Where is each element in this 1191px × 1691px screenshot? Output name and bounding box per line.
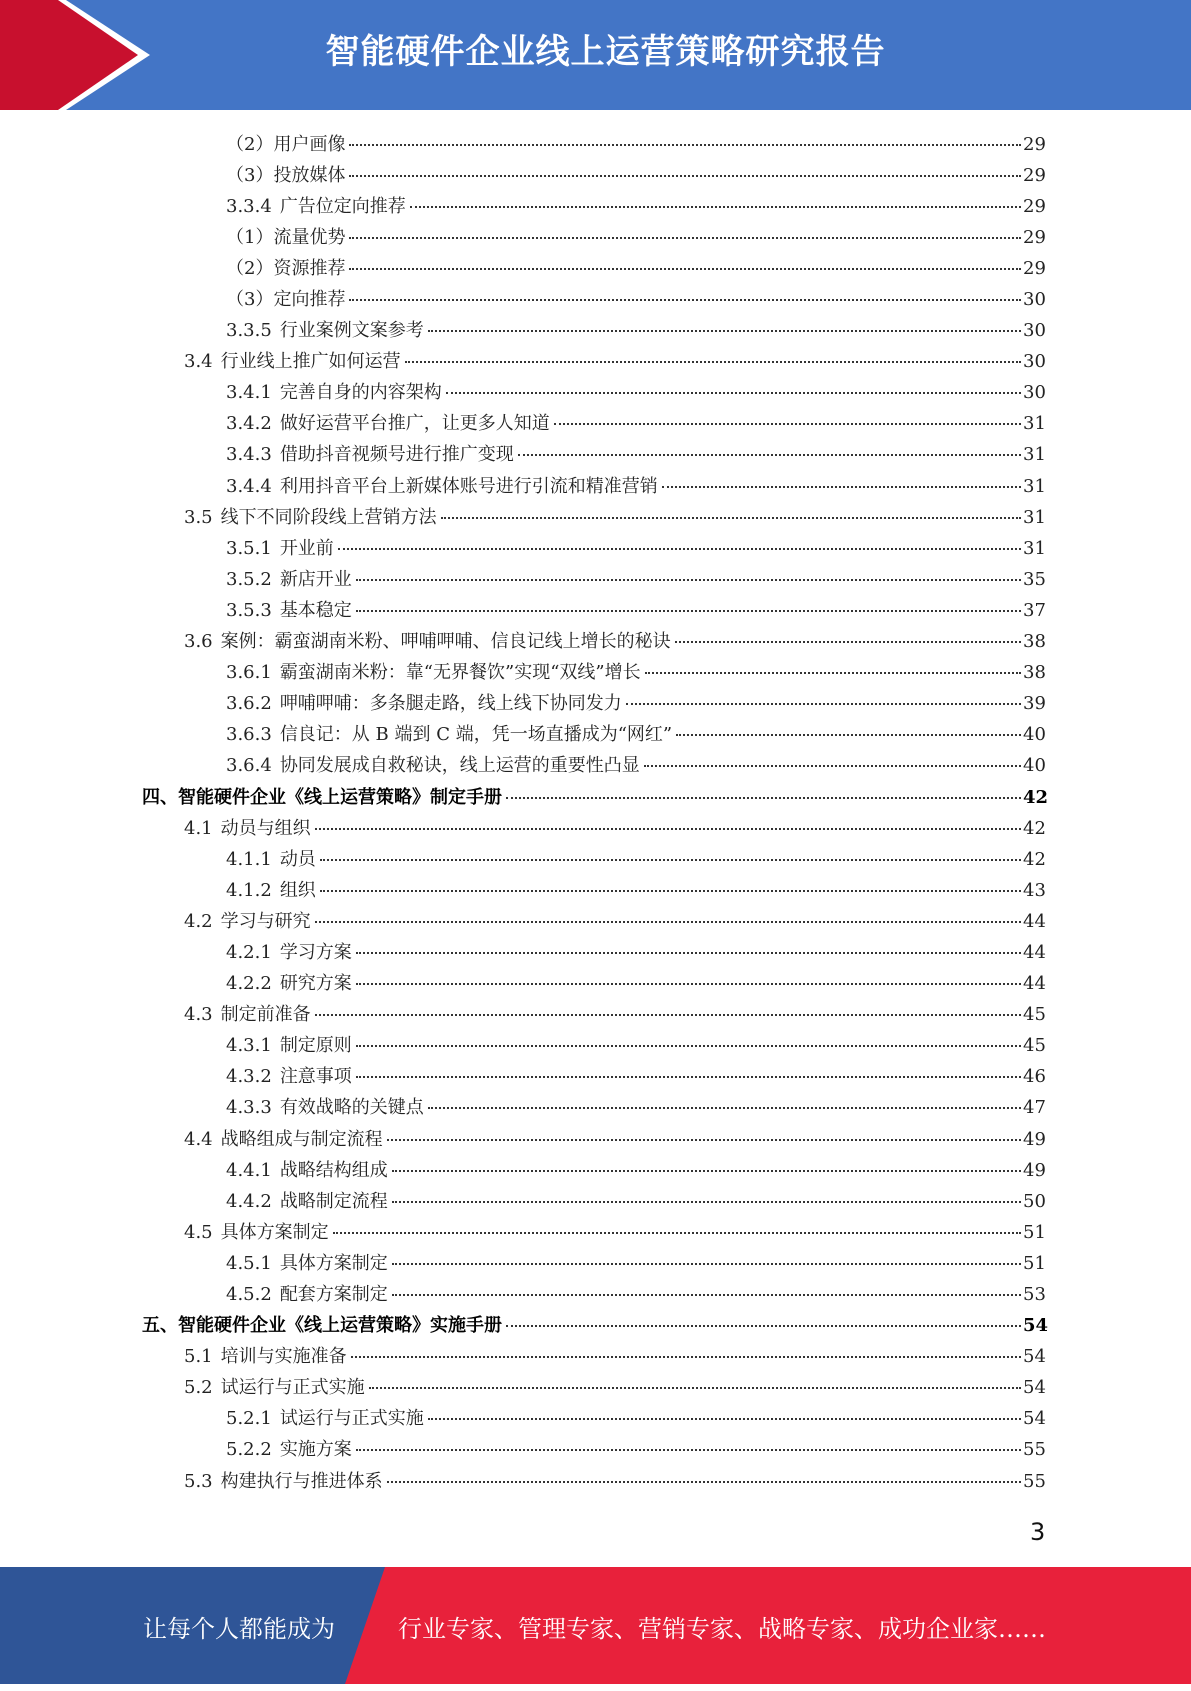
toc-leader-dots bbox=[392, 1263, 1021, 1265]
toc-entry-page: 49 bbox=[1023, 1159, 1046, 1181]
toc-leader-dots bbox=[644, 765, 1021, 767]
toc-leader-dots bbox=[338, 548, 1021, 550]
toc-entry-page: 45 bbox=[1023, 1035, 1046, 1057]
toc-entry-number: 3.3.5 bbox=[226, 320, 272, 342]
toc-entry-number: 4.5 bbox=[184, 1221, 213, 1243]
toc-entry-title: 做好运营平台推广，让更多人知道 bbox=[279, 413, 550, 435]
toc-entry-page: 49 bbox=[1023, 1128, 1046, 1150]
toc-entry[interactable] bbox=[0, 998, 1191, 1029]
toc-entry[interactable] bbox=[0, 500, 1191, 531]
toc-entry[interactable] bbox=[0, 656, 1191, 687]
toc-entry-title: 基本稳定 bbox=[279, 599, 352, 621]
toc-entry-number: 3.4.1 bbox=[226, 382, 272, 404]
toc-leader-dots bbox=[392, 1201, 1021, 1203]
toc-leader-dots bbox=[356, 1076, 1021, 1078]
toc-entry-number: 3.6.1 bbox=[226, 662, 272, 684]
toc-entry-page: 55 bbox=[1023, 1470, 1046, 1492]
toc-entry-number: 5.3 bbox=[184, 1470, 213, 1492]
toc-entry[interactable] bbox=[0, 873, 1191, 904]
toc-entry[interactable] bbox=[0, 282, 1191, 313]
toc-entry-title: 研究方案 bbox=[279, 973, 352, 995]
toc-entry-page: 38 bbox=[1023, 662, 1046, 684]
toc-leader-dots bbox=[387, 1481, 1021, 1483]
toc-entry[interactable] bbox=[0, 625, 1191, 656]
toc-entry-title: （3）定向推荐 bbox=[226, 289, 346, 311]
toc-entry[interactable] bbox=[0, 158, 1191, 189]
toc-entry[interactable] bbox=[0, 1309, 1191, 1340]
toc-entry-title: 线下不同阶段线上营销方法 bbox=[220, 506, 437, 528]
toc-leader-dots bbox=[356, 1045, 1021, 1047]
toc-leader-dots bbox=[351, 1356, 1021, 1358]
toc-entry-page: 29 bbox=[1023, 133, 1046, 155]
toc-entry[interactable] bbox=[0, 687, 1191, 718]
toc-entry-title: 制定前准备 bbox=[220, 1004, 311, 1026]
toc-entry[interactable] bbox=[0, 1060, 1191, 1091]
toc-entry-title: 战略结构组成 bbox=[279, 1159, 388, 1181]
toc-entry-number: 4.1.2 bbox=[226, 879, 272, 901]
toc-entry-title: （3）投放媒体 bbox=[226, 164, 346, 186]
toc-entry-page: 29 bbox=[1023, 257, 1046, 279]
toc-entry-title: 试运行与正式实施 bbox=[279, 1408, 424, 1430]
toc-entry-number: 4.1.1 bbox=[226, 848, 272, 870]
toc-entry-page: 42 bbox=[1023, 848, 1046, 870]
toc-entry-number: 4.3.1 bbox=[226, 1035, 272, 1057]
table-of-contents bbox=[0, 127, 1191, 1495]
page-number: 3 bbox=[1030, 1518, 1046, 1546]
toc-entry-page: 30 bbox=[1023, 351, 1046, 373]
toc-entry[interactable] bbox=[0, 376, 1191, 407]
toc-entry[interactable] bbox=[0, 469, 1191, 500]
toc-entry-title: 构建执行与推进体系 bbox=[220, 1470, 383, 1492]
toc-entry-number: 3.6.2 bbox=[226, 693, 272, 715]
toc-entry-page: 30 bbox=[1023, 320, 1046, 342]
toc-entry-page: 44 bbox=[1023, 941, 1046, 963]
toc-leader-dots bbox=[506, 1325, 1021, 1327]
toc-entry-number: 5.2.1 bbox=[226, 1408, 272, 1430]
toc-entry-page: 31 bbox=[1023, 475, 1046, 497]
toc-entry-title: 实施方案 bbox=[279, 1439, 352, 1461]
toc-leader-dots bbox=[428, 1107, 1021, 1109]
toc-entry-title: 行业案例文案参考 bbox=[279, 320, 424, 342]
toc-leader-dots bbox=[554, 423, 1021, 425]
toc-entry-title: 战略组成与制定流程 bbox=[220, 1128, 383, 1150]
toc-entry-number: 4.2.2 bbox=[226, 973, 272, 995]
toc-entry-page: 31 bbox=[1023, 537, 1046, 559]
toc-entry-number: 3.6.4 bbox=[226, 755, 272, 777]
toc-entry-number: 3.5.1 bbox=[226, 537, 272, 559]
toc-entry-number: 4.5.2 bbox=[226, 1284, 272, 1306]
toc-entry[interactable] bbox=[0, 593, 1191, 624]
toc-entry-page: 35 bbox=[1023, 568, 1046, 590]
toc-entry[interactable] bbox=[0, 251, 1191, 282]
toc-entry[interactable] bbox=[0, 189, 1191, 220]
toc-leader-dots bbox=[676, 734, 1021, 736]
report-title: 智能硬件企业线上运营策略研究报告 bbox=[325, 32, 886, 72]
toc-leader-dots bbox=[349, 237, 1021, 239]
toc-entry-title: 组织 bbox=[279, 879, 316, 901]
toc-leader-dots bbox=[349, 268, 1021, 270]
toc-entry[interactable] bbox=[0, 842, 1191, 873]
toc-entry-page: 30 bbox=[1023, 289, 1046, 311]
toc-entry-title: 借助抖音视频号进行推广变现 bbox=[279, 444, 514, 466]
toc-entry-title: 动员与组织 bbox=[220, 817, 311, 839]
toc-entry-title: 动员 bbox=[279, 848, 316, 870]
toc-leader-dots bbox=[333, 1232, 1021, 1234]
toc-leader-dots bbox=[356, 610, 1021, 612]
toc-entry-title: 新店开业 bbox=[279, 568, 352, 590]
toc-leader-dots bbox=[441, 517, 1021, 519]
toc-entry-title: 完善自身的内容架构 bbox=[279, 382, 442, 404]
toc-entry[interactable] bbox=[0, 935, 1191, 966]
toc-entry-page: 31 bbox=[1023, 413, 1046, 435]
toc-entry-page: 40 bbox=[1023, 724, 1046, 746]
toc-leader-dots bbox=[369, 1387, 1021, 1389]
toc-entry-page: 54 bbox=[1023, 1315, 1049, 1337]
toc-entry-number: 3.5 bbox=[184, 506, 213, 528]
toc-entry[interactable] bbox=[0, 1340, 1191, 1371]
toc-entry-title: 开业前 bbox=[279, 537, 334, 559]
toc-entry-page: 29 bbox=[1023, 164, 1046, 186]
toc-leader-dots bbox=[392, 1170, 1021, 1172]
toc-leader-dots bbox=[315, 828, 1021, 830]
toc-entry-page: 53 bbox=[1023, 1284, 1046, 1306]
toc-entry-page: 31 bbox=[1023, 506, 1046, 528]
toc-leader-dots bbox=[349, 299, 1021, 301]
toc-entry-number: 3.4.3 bbox=[226, 444, 272, 466]
toc-entry-title: 配套方案制定 bbox=[279, 1284, 388, 1306]
toc-entry-number: 4.2 bbox=[184, 910, 213, 932]
toc-entry[interactable] bbox=[0, 314, 1191, 345]
toc-entry-title: 学习与研究 bbox=[220, 910, 311, 932]
toc-leader-dots bbox=[428, 330, 1021, 332]
toc-entry-page: 31 bbox=[1023, 444, 1046, 466]
toc-leader-dots bbox=[320, 859, 1021, 861]
toc-entry[interactable] bbox=[0, 749, 1191, 780]
toc-entry-title: 培训与实施准备 bbox=[220, 1346, 347, 1368]
toc-leader-dots bbox=[428, 1418, 1021, 1420]
toc-entry-number: 3.4 bbox=[184, 351, 213, 373]
toc-entry-page: 46 bbox=[1023, 1066, 1046, 1088]
toc-entry[interactable] bbox=[0, 562, 1191, 593]
toc-entry[interactable] bbox=[0, 1277, 1191, 1308]
toc-entry-title: 霸蛮湖南米粉：靠“无界餐饮”实现“双线”增长 bbox=[279, 662, 641, 684]
toc-entry-title: （2）用户画像 bbox=[226, 133, 346, 155]
toc-entry[interactable] bbox=[0, 811, 1191, 842]
toc-leader-dots bbox=[626, 703, 1021, 705]
toc-entry-number: 3.5.2 bbox=[226, 568, 272, 590]
toc-entry[interactable] bbox=[0, 438, 1191, 469]
toc-entry-page: 44 bbox=[1023, 910, 1046, 932]
toc-entry-title: 四、智能硬件企业《线上运营策略》制定手册 bbox=[142, 786, 502, 808]
toc-leader-dots bbox=[518, 454, 1021, 456]
toc-entry[interactable] bbox=[0, 220, 1191, 251]
toc-entry-title: 注意事项 bbox=[279, 1066, 352, 1088]
toc-entry[interactable] bbox=[0, 967, 1191, 998]
toc-entry-number: 5.2 bbox=[184, 1377, 213, 1399]
toc-entry-number: 3.6 bbox=[184, 631, 213, 653]
toc-entry-page: 47 bbox=[1023, 1097, 1046, 1119]
toc-entry-title: 行业线上推广如何运营 bbox=[220, 351, 401, 373]
toc-entry-title: 制定原则 bbox=[279, 1035, 352, 1057]
toc-entry[interactable] bbox=[0, 1371, 1191, 1402]
toc-leader-dots bbox=[356, 579, 1021, 581]
toc-entry[interactable] bbox=[0, 718, 1191, 749]
toc-entry[interactable] bbox=[0, 1246, 1191, 1277]
toc-entry-page: 45 bbox=[1023, 1004, 1046, 1026]
toc-leader-dots bbox=[410, 206, 1021, 208]
toc-entry[interactable] bbox=[0, 1402, 1191, 1433]
toc-entry-number: 4.3.3 bbox=[226, 1097, 272, 1119]
toc-entry-title: 学习方案 bbox=[279, 941, 352, 963]
toc-entry-page: 42 bbox=[1023, 786, 1049, 808]
toc-entry-title: 协同发展成自救秘诀，线上运营的重要性凸显 bbox=[279, 755, 640, 777]
toc-entry-page: 44 bbox=[1023, 973, 1046, 995]
toc-entry-number: 4.3 bbox=[184, 1004, 213, 1026]
toc-entry[interactable] bbox=[0, 127, 1191, 158]
toc-leader-dots bbox=[662, 486, 1021, 488]
toc-entry[interactable] bbox=[0, 531, 1191, 562]
toc-entry-page: 42 bbox=[1023, 817, 1046, 839]
toc-entry-page: 30 bbox=[1023, 382, 1046, 404]
toc-entry-page: 29 bbox=[1023, 195, 1046, 217]
toc-entry-number: 3.3.4 bbox=[226, 195, 272, 217]
footer-slogan-left: 让每个人都能成为 bbox=[143, 1615, 335, 1643]
toc-entry[interactable] bbox=[0, 1091, 1191, 1122]
toc-entry-title: （2）资源推荐 bbox=[226, 257, 346, 279]
toc-entry-page: 37 bbox=[1023, 599, 1046, 621]
toc-entry-page: 29 bbox=[1023, 226, 1046, 248]
toc-entry-number: 4.1 bbox=[184, 817, 213, 839]
toc-entry[interactable] bbox=[0, 1464, 1191, 1495]
toc-leader-dots bbox=[446, 392, 1021, 394]
toc-leader-dots bbox=[675, 641, 1021, 643]
toc-entry-title: （1）流量优势 bbox=[226, 226, 346, 248]
toc-entry-title: 信良记：从 B 端到 C 端，凭一场直播成为“网红” bbox=[279, 724, 673, 746]
toc-entry[interactable] bbox=[0, 1153, 1191, 1184]
toc-entry-number: 4.2.1 bbox=[226, 941, 272, 963]
page-header bbox=[0, 0, 1191, 110]
toc-leader-dots bbox=[356, 983, 1021, 985]
toc-leader-dots bbox=[349, 175, 1021, 177]
toc-entry-number: 3.5.3 bbox=[226, 599, 272, 621]
toc-entry-page: 50 bbox=[1023, 1190, 1046, 1212]
toc-entry[interactable] bbox=[0, 1215, 1191, 1246]
toc-entry-title: 具体方案制定 bbox=[220, 1221, 329, 1243]
toc-entry[interactable] bbox=[0, 407, 1191, 438]
toc-entry-page: 38 bbox=[1023, 631, 1046, 653]
toc-entry-title: 案例：霸蛮湖南米粉、呷哺呷哺、信良记线上增长的秘诀 bbox=[220, 631, 671, 653]
toc-entry[interactable] bbox=[0, 345, 1191, 376]
toc-entry-page: 54 bbox=[1023, 1377, 1046, 1399]
toc-entry-page: 40 bbox=[1023, 755, 1046, 777]
toc-entry-page: 39 bbox=[1023, 693, 1046, 715]
toc-entry-title: 五、智能硬件企业《线上运营策略》实施手册 bbox=[142, 1315, 502, 1337]
toc-entry-number: 3.4.4 bbox=[226, 475, 272, 497]
toc-entry-title: 呷哺呷哺：多条腿走路，线上线下协同发力 bbox=[279, 693, 622, 715]
toc-leader-dots bbox=[315, 1014, 1021, 1016]
toc-entry-page: 43 bbox=[1023, 879, 1046, 901]
toc-entry-title: 利用抖音平台上新媒体账号进行引流和精准营销 bbox=[279, 475, 658, 497]
toc-entry-number: 4.4.1 bbox=[226, 1159, 272, 1181]
toc-leader-dots bbox=[320, 890, 1021, 892]
toc-entry-number: 3.4.2 bbox=[226, 413, 272, 435]
toc-leader-dots bbox=[356, 952, 1021, 954]
toc-entry[interactable] bbox=[0, 1029, 1191, 1060]
toc-leader-dots bbox=[405, 361, 1021, 363]
toc-entry-number: 5.2.2 bbox=[226, 1439, 272, 1461]
footer-slogan-right: 行业专家、管理专家、营销专家、战略专家、成功企业家…… bbox=[398, 1615, 1046, 1643]
toc-entry-title: 具体方案制定 bbox=[279, 1252, 388, 1274]
toc-entry-number: 5.1 bbox=[184, 1346, 213, 1368]
toc-entry-number: 4.3.2 bbox=[226, 1066, 272, 1088]
toc-entry-number: 4.4 bbox=[184, 1128, 213, 1150]
toc-entry-number: 4.4.2 bbox=[226, 1190, 272, 1212]
toc-leader-dots bbox=[315, 921, 1021, 923]
toc-leader-dots bbox=[356, 1449, 1021, 1451]
toc-leader-dots bbox=[349, 144, 1021, 146]
toc-leader-dots bbox=[506, 797, 1021, 799]
toc-entry-title: 广告位定向推荐 bbox=[279, 195, 406, 217]
toc-leader-dots bbox=[645, 672, 1021, 674]
toc-entry-page: 51 bbox=[1023, 1252, 1046, 1274]
toc-entry-title: 有效战略的关键点 bbox=[279, 1097, 424, 1119]
toc-entry[interactable] bbox=[0, 1184, 1191, 1215]
toc-entry[interactable] bbox=[0, 1433, 1191, 1464]
toc-entry-title: 战略制定流程 bbox=[279, 1190, 388, 1212]
toc-entry-number: 4.5.1 bbox=[226, 1252, 272, 1274]
toc-entry[interactable] bbox=[0, 1122, 1191, 1153]
toc-entry-title: 试运行与正式实施 bbox=[220, 1377, 365, 1399]
toc-entry-page: 54 bbox=[1023, 1408, 1046, 1430]
page-footer bbox=[0, 1567, 1191, 1684]
toc-leader-dots bbox=[387, 1139, 1021, 1141]
toc-entry-page: 55 bbox=[1023, 1439, 1046, 1461]
toc-entry[interactable] bbox=[0, 780, 1191, 811]
toc-entry-page: 54 bbox=[1023, 1346, 1046, 1368]
toc-leader-dots bbox=[392, 1294, 1021, 1296]
toc-entry-page: 51 bbox=[1023, 1221, 1046, 1243]
toc-entry-number: 3.6.3 bbox=[226, 724, 272, 746]
toc-entry[interactable] bbox=[0, 904, 1191, 935]
